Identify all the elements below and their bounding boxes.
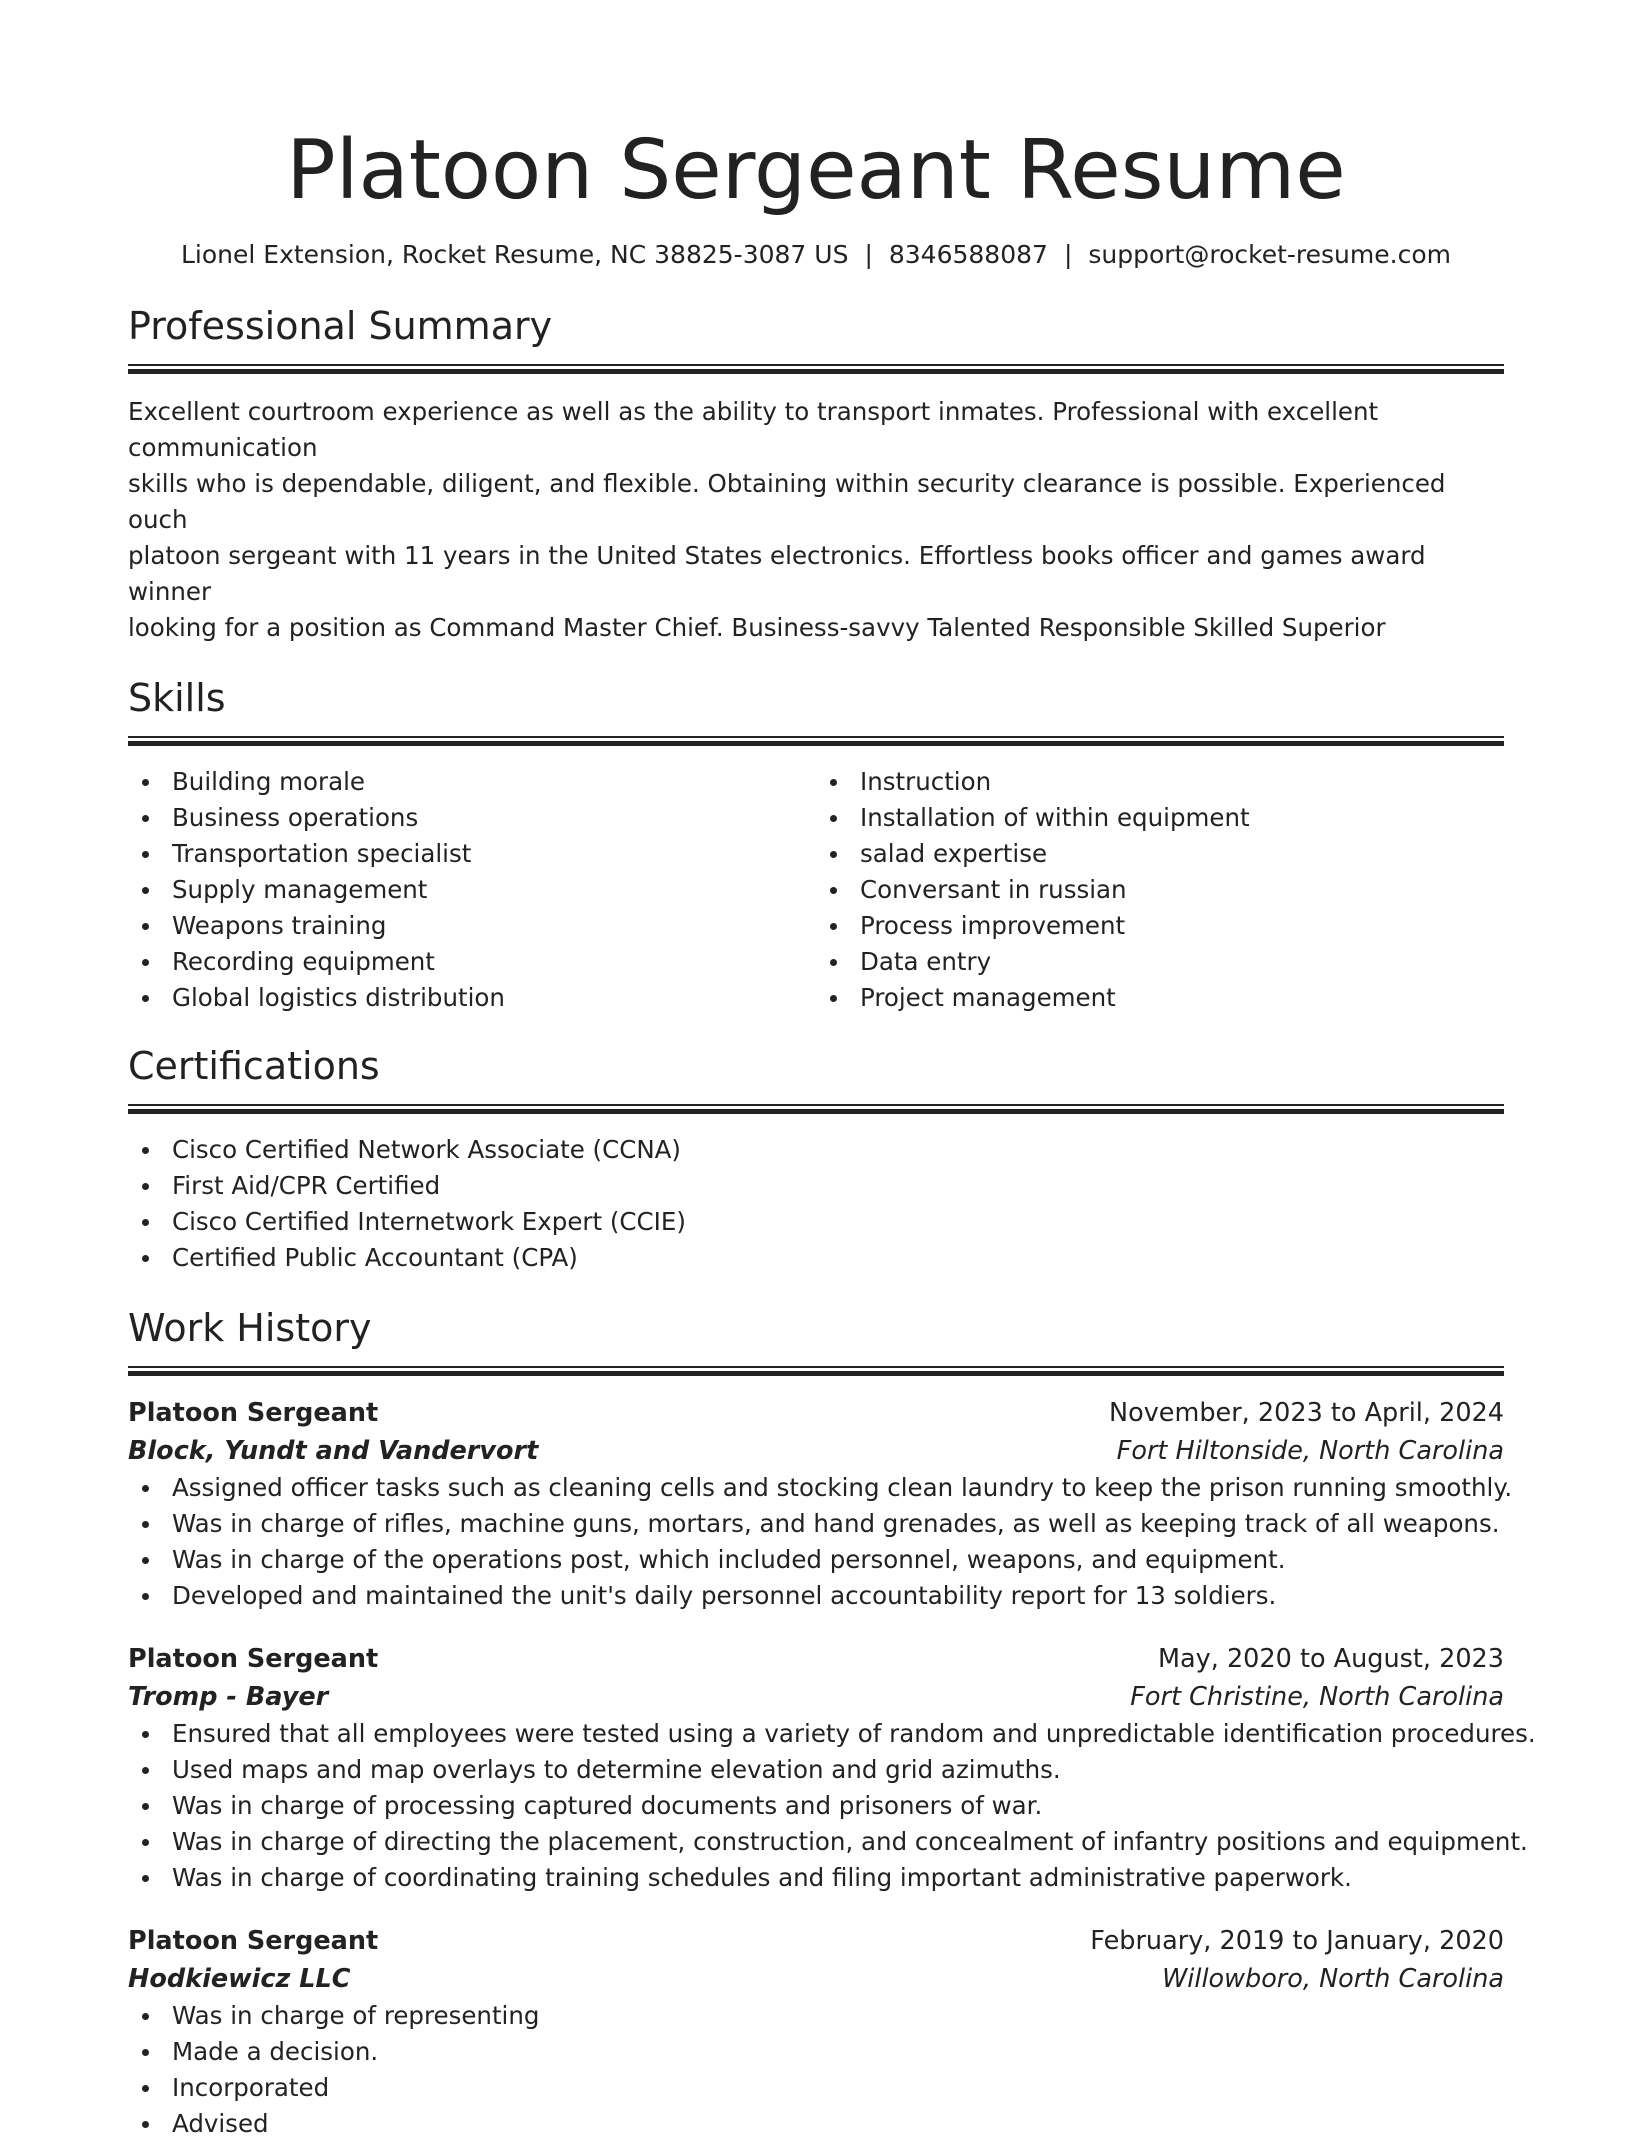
skill-item: Recording equipment [128, 944, 816, 980]
job-location: Fort Hiltonside, North Carolina [1116, 1436, 1504, 1466]
job-location: Fort Christine, North Carolina [1130, 1682, 1504, 1712]
skill-item: Process improvement [816, 908, 1504, 944]
job-company-row [128, 1960, 1504, 1998]
contact-phone: 8346588087 [888, 240, 1048, 269]
job-bullet: Was in charge of coordinating training schedules and filing important administrative paperwork. [128, 1860, 1504, 1896]
skill-item: Global logistics distribution [128, 980, 816, 1016]
section-divider [128, 364, 1504, 374]
certification-item: Certified Public Accountant (CPA) [128, 1240, 1504, 1276]
job-bullet: Used maps and map overlays to determine elevation and grid azimuths. [128, 1752, 1504, 1788]
contact-email: support@rocket-resume.com [1088, 240, 1451, 269]
job-dates: February, 2019 to January, 2020 [1090, 1926, 1504, 1956]
job-bullet: Ensured that all employees were tested using a variety of random and unpredictable identification procedures. [128, 1716, 1504, 1752]
job-entry [128, 1922, 1504, 2142]
skill-item: Business operations [128, 800, 816, 836]
job-company: Tromp - Bayer [128, 1682, 329, 1712]
summary-line: Excellent courtroom experience as well as the ability to transport inmates. Professional with excellent communication [128, 397, 1379, 462]
section-heading-summary: Professional Summary [128, 304, 553, 348]
skill-item: Project management [816, 980, 1504, 1016]
job-company-row [128, 1432, 1504, 1470]
skills-section [128, 674, 1504, 1016]
summary-line: looking for a position as Command Master Chief. Business-savvy Talented Responsible Skilled Superior [128, 613, 1386, 642]
contact-line [128, 238, 1504, 272]
job-header-row [128, 1640, 1504, 1678]
summary-section [128, 302, 1504, 646]
contact-separator: | [864, 240, 873, 269]
skills-grid [128, 764, 1504, 1016]
section-heading-skills: Skills [128, 676, 226, 720]
job-bullet: Made a decision. [128, 2034, 1504, 2070]
job-bullet: Was in charge of directing the placement, construction, and concealment of infantry positions and equipment. [128, 1824, 1504, 1860]
job-bullet-list [128, 1998, 1504, 2142]
job-location: Willowboro, North Carolina [1162, 1964, 1504, 1994]
skills-list-right [816, 764, 1504, 1016]
job-dates: November, 2023 to April, 2024 [1109, 1398, 1504, 1428]
job-company: Block, Yundt and Vandervort [128, 1436, 539, 1466]
skill-item: Installation of within equipment [816, 800, 1504, 836]
job-header-row [128, 1394, 1504, 1432]
section-heading-certifications: Certifications [128, 1044, 380, 1088]
section-divider [128, 736, 1504, 746]
certification-item: Cisco Certified Internetwork Expert (CCIE) [128, 1204, 1504, 1240]
skill-item: salad expertise [816, 836, 1504, 872]
job-bullet: Assigned officer tasks such as cleaning cells and stocking clean laundry to keep the prison running smoothly. [128, 1470, 1504, 1506]
job-title: Platoon Sergeant [128, 1398, 379, 1428]
skill-item: Data entry [816, 944, 1504, 980]
summary-text [128, 394, 1504, 646]
contact-address: Lionel Extension, Rocket Resume, NC 38825-3087 US [181, 240, 849, 269]
job-bullet: Developed and maintained the unit's daily personnel accountability report for 13 soldiers. [128, 1578, 1504, 1614]
skill-item: Weapons training [128, 908, 816, 944]
skill-item: Supply management [128, 872, 816, 908]
section-heading-work-history: Work History [128, 1306, 372, 1350]
section-divider [128, 1366, 1504, 1376]
job-company: Hodkiewicz LLC [128, 1964, 351, 1994]
contact-separator: | [1063, 240, 1073, 269]
summary-line: skills who is dependable, diligent, and flexible. Obtaining within security clearance is possible. Experienced ouch [128, 469, 1446, 534]
certifications-section [128, 1042, 1504, 1276]
work-history-section [128, 1304, 1536, 2142]
skills-list-left [128, 764, 816, 1016]
job-bullet: Was in charge of rifles, machine guns, mortars, and hand grenades, as well as keeping track of all weapons. [128, 1506, 1504, 1542]
skill-item: Building morale [128, 764, 816, 800]
skill-item: Transportation specialist [128, 836, 816, 872]
certifications-list [128, 1132, 1504, 1276]
job-bullet: Was in charge of representing [128, 1998, 1504, 2034]
job-company-row [128, 1678, 1504, 1716]
resume-page [128, 0, 1536, 2142]
summary-line: platoon sergeant with 11 years in the United States electronics. Effortless books officer and games award winner [128, 541, 1426, 606]
job-title: Platoon Sergeant [128, 1644, 379, 1674]
job-bullet-list [128, 1716, 1536, 1896]
certification-item: Cisco Certified Network Associate (CCNA) [128, 1132, 1504, 1168]
job-bullet: Incorporated [128, 2070, 1504, 2106]
resume-title: Platoon Sergeant Resume [286, 123, 1346, 218]
job-entry [128, 1640, 1536, 1896]
job-bullet: Was in charge of the operations post, which included personnel, weapons, and equipment. [128, 1542, 1504, 1578]
job-header-row [128, 1922, 1504, 1960]
certification-item: First Aid/CPR Certified [128, 1168, 1504, 1204]
section-divider [128, 1104, 1504, 1114]
job-entry [128, 1394, 1513, 1614]
skill-item: Instruction [816, 764, 1504, 800]
job-dates: May, 2020 to August, 2023 [1158, 1644, 1504, 1674]
job-bullet: Was in charge of processing captured documents and prisoners of war. [128, 1788, 1504, 1824]
job-title: Platoon Sergeant [128, 1926, 379, 1956]
job-bullet-list [128, 1470, 1513, 1614]
skill-item: Conversant in russian [816, 872, 1504, 908]
job-bullet: Advised [128, 2106, 1504, 2142]
